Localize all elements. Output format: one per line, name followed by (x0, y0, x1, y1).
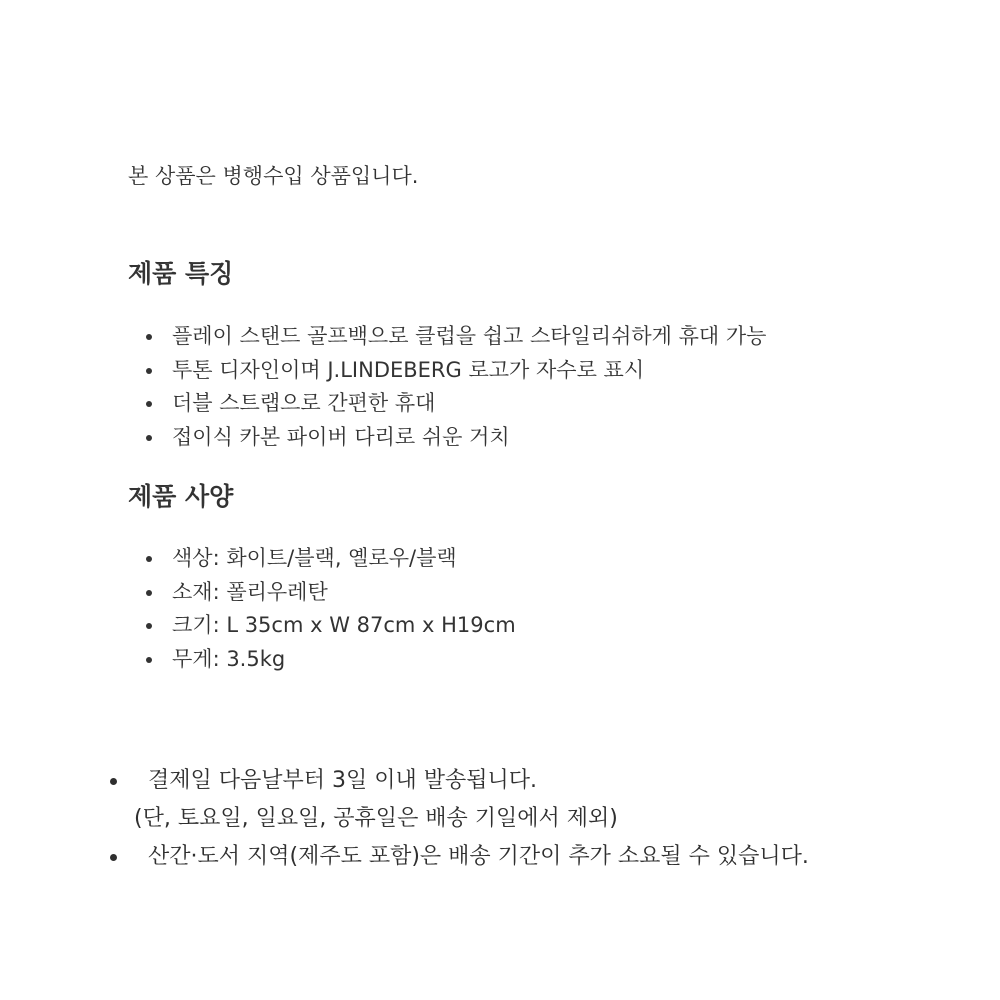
specs-list (146, 542, 516, 676)
bullet-icon (146, 401, 152, 407)
parallel-import-notice: 본 상품은 병행수입 상품입니다. (128, 164, 419, 188)
bullet-icon (110, 854, 117, 861)
spec-item (146, 643, 516, 677)
shipping-subnote: (단, 토요일, 일요일, 공휴일은 배송 기일에서 제외) (134, 806, 618, 831)
shipping-text: 산간·도서 지역(제주도 포함)은 배송 기간이 추가 소요될 수 있습니다. (148, 844, 809, 869)
bullet-icon (146, 556, 152, 562)
shipping-item (110, 838, 809, 876)
shipping-text: 결제일 다음날부터 3일 이내 발송됩니다. (148, 768, 537, 793)
bullet-icon (146, 334, 152, 340)
feature-text: 접이식 카본 파이버 다리로 쉬운 거치 (172, 424, 510, 449)
spec-item (146, 609, 516, 643)
spec-text: 소재: 폴리우레탄 (172, 579, 328, 604)
bullet-icon (110, 778, 117, 785)
bullet-icon (146, 590, 152, 596)
bullet-icon (146, 657, 152, 663)
spec-text: 무게: 3.5kg (172, 646, 286, 671)
bullet-icon (146, 435, 152, 441)
spec-text: 색상: 화이트/블랙, 옐로우/블랙 (172, 546, 457, 570)
feature-text: 플레이 스탠드 골프백으로 클럽을 쉽고 스타일리쉬하게 휴대 가능 (172, 324, 767, 348)
feature-item (146, 387, 766, 421)
spec-item (146, 542, 516, 576)
feature-text: 더블 스트랩으로 간편한 휴대 (172, 391, 436, 415)
specs-heading: 제품 사양 (128, 482, 234, 511)
features-list (146, 320, 766, 454)
shipping-notice-list (110, 762, 809, 876)
bullet-icon (146, 368, 152, 374)
shipping-item (110, 762, 809, 838)
spec-text: 크기: L 35cm x W 87cm x H19cm (172, 613, 516, 637)
feature-item (146, 354, 766, 388)
features-heading: 제품 특징 (128, 259, 234, 288)
feature-item (146, 421, 766, 455)
bullet-icon (146, 623, 152, 629)
spec-item (146, 576, 516, 610)
feature-text: 투톤 디자인이며 J.LINDEBERG 로고가 자수로 표시 (172, 357, 645, 382)
feature-item (146, 320, 766, 354)
